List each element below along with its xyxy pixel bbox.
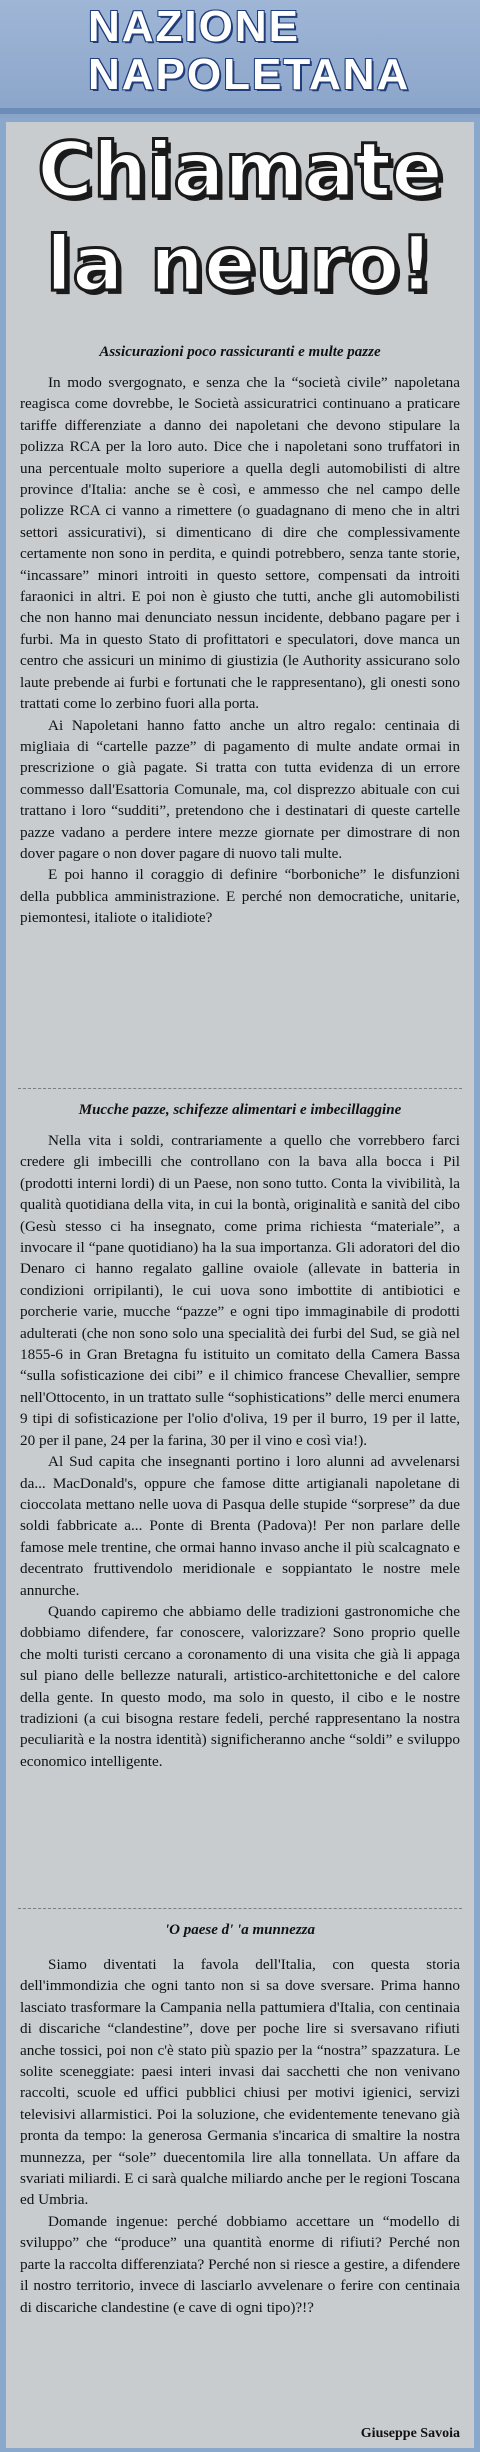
paragraph: In modo svergognato, e senza che la “società civile” napoletana reagisca come dovrebbe, le Società assicuratrici continuano a praticare tariffe differenziate a danno dei napoletani che devono stipulare la polizza RCA per la loro auto. Dice che i napoletani sono truffatori in una percentuale molto superiore a quella degli automobilisti di altre province d'Italia: anche se è così, e ammesso che nel campo delle polizze RCA ci vanno a rimettere (o guadagnano di meno che in altri settori assicurativi), si dimenticano di dire che complessivamente certamente non sono in perdita, e quindi potrebbero, senza tante storie, “incassare” minori introiti in questo settore, compensati da introiti faraonici in altri. E poi non è giusto che tutti, anche gli automobilisti che non hanno mai denunciato nessun incidente, debbano pagare per i furbi. Ma in questo Stato di profittatori e speculatori, dove manca un centro che assicuri un minimo di giustizia (le Authority assicurano solo laute prebende ai furbi e fortunati che le rappresentano), gli onesti sono trattati come lo zerbino fuori alla porta. [20, 374, 460, 713]
paragraph: Quando capiremo che abbiamo delle tradizioni gastronomiche che dobbiamo difendere, far conoscere, valorizzare? Sono proprio quelle che molti turisti cercano a coronamento di una visita che già li appaga sul piano delle bellezze naturali, artistico-architettoniche e del calore della gente. In questo modo, ma solo in questo, il cibo e le nostre tradizioni (a cui bisogna restare fedeli, perché rappresentano la nostra peculiarità e la nostra identità) significheranno anche “soldi” e sviluppo economico intelligente. [20, 1602, 460, 1770]
paragraph: E poi hanno il coraggio di definire “borboniche” le disfunzioni della pubblica amministrazione. E perché non democratiche, unitarie, piemontesi, italiote o italidiote? [20, 866, 460, 927]
paragraph: Ai Napoletani hanno fatto anche un altro regalo: centinaia di migliaia di “cartelle pazze” di pagamento di multe andate ormai in prescrizione o già pagate. Si tratta con tutta evidenza di un errore commesso dall'Esattoria Comunale, ma, col disprezzo abituale con cui trattano i loro “sudditi”, pretendono che i destinatari di queste cartelle pazze vadano a perdere intere mezze giornate per dimostrare di non dover pagare o non dover pagare di nuovo tali multe. [20, 716, 460, 862]
section-2-subtitle: Mucche pazze, schifezze alimentari e imbecillaggine [78, 1102, 402, 1118]
paragraph: Siamo diventati la favola dell'Italia, con questa storia dell'immondizia che ogni tanto non si sa dove sversare. Prima hanno lasciato trasformare la Campania nella pattumiera d'Italia, con centinaia di discariche “clandestine”, dove per poche lire si sversavano rifiuti anche tossici, poi non c'è stato più spazio per la “nostra” spazzatura. Le solite sceneggiate: paesi interi invasi dai sacchetti che non venivano raccolti, scuole ed uffici pubblici chiusi per motivi igienici, servizi televisivi allarmistici. Poi la soluzione, che evidentemente tenevano già pronta da tempo: la generosa Germania s'incarica di smaltire la nostra munnezza, per “sole” duecentomila lire alla tonnellata. Un affare da svariati miliardi. E ci sarà qualche miliardo anche per le regioni Toscana ed Umbria. [20, 1956, 460, 2209]
masthead-line-2: NAPOLETANA [88, 50, 411, 99]
author-signature: Giuseppe Savoia [360, 2426, 460, 2441]
paragraph: Domande ingenue: perché dobbiamo accettare un “modello di sviluppo” che “produce” una quantità enorme di rifiuti? Perché non parte la raccolta differenziata? Perché non si riesce a gestire, a difendere il nostro territorio, invece di lasciarlo avvelenare o ferire con centinaia di discariche clandestine (e cave di ogni tipo)?!? [20, 2212, 460, 2316]
section-1-body [20, 372, 460, 929]
masthead-rule [0, 108, 480, 114]
masthead-line-1: NAZIONE [88, 2, 300, 51]
section-3-body [20, 1954, 460, 2318]
headline [6, 122, 474, 332]
section-divider [18, 1088, 462, 1089]
masthead [0, 0, 480, 118]
paragraph: Al Sud capita che insegnanti portino i loro alunni ad avvelenarsi da... MacDonald's, oppure che famose ditte artigianali napoletane di cioccolata mettano nelle uova di Pasqua delle stupide “sorprese” da due soldi fabbricate a... Ponte di Brenta (Padova)! Per non parlare delle famose mele trentine, che ormai hanno invaso anche il più scalcagnato e decentrato fruttivendolo meridionale e soppiantato le nostre mele annurche. [20, 1453, 460, 1599]
article [6, 122, 474, 2448]
headline-line-2: la neuro! [46, 219, 434, 308]
paragraph: Nella vita i soldi, contrariamente a quello che vorrebbero farci credere gli imbecilli che controllano con la bava alla bocca i Pil (prodotti interni lordi) di un Paese, non sono tutto. Conta la vivibilità, la qualità quotidiana della vita, in cui la bontà, originalità e sanità del cibo (Gesù stesso ci ha insegnato, come prima richiesta “materiale”, a invocare il “pane quotidiano) ha la sua importanza. Gli adoratori del dio Denaro ci hanno regalato galline ovaiole (allevate in batteria in condizioni orripilanti), le cui uova sono imbottite di antibiotici e porcherie varie, mucche “pazze” e ogni tipo immaginabile di prodotti adulterati (che non sono solo una specialità dei furbi del Sud, se già nel 1855-6 in Gran Bretagna fu istituito un comitato della Camera Bassa “sulla sofisticazione dei cibi” e il chimico francese Chevallier, sempre nell'Ottocento, in un trattato sulle “sophistications” delle merci enumera 9 tipi di sofisticazione per l'olio d'oliva, 19 per il burro, 19 per il latte, 20 per il pane, 24 per la farina, 30 per il vino e così via!). [20, 1132, 460, 1449]
section-2-body [20, 1130, 460, 1772]
section-divider [18, 1908, 462, 1909]
section-1-subtitle: Assicurazioni poco rassicuranti e multe pazze [99, 344, 381, 360]
headline-line-1: Chiamate [37, 125, 443, 214]
section-3-subtitle: 'O paese d' 'a munnezza [164, 1922, 315, 1938]
